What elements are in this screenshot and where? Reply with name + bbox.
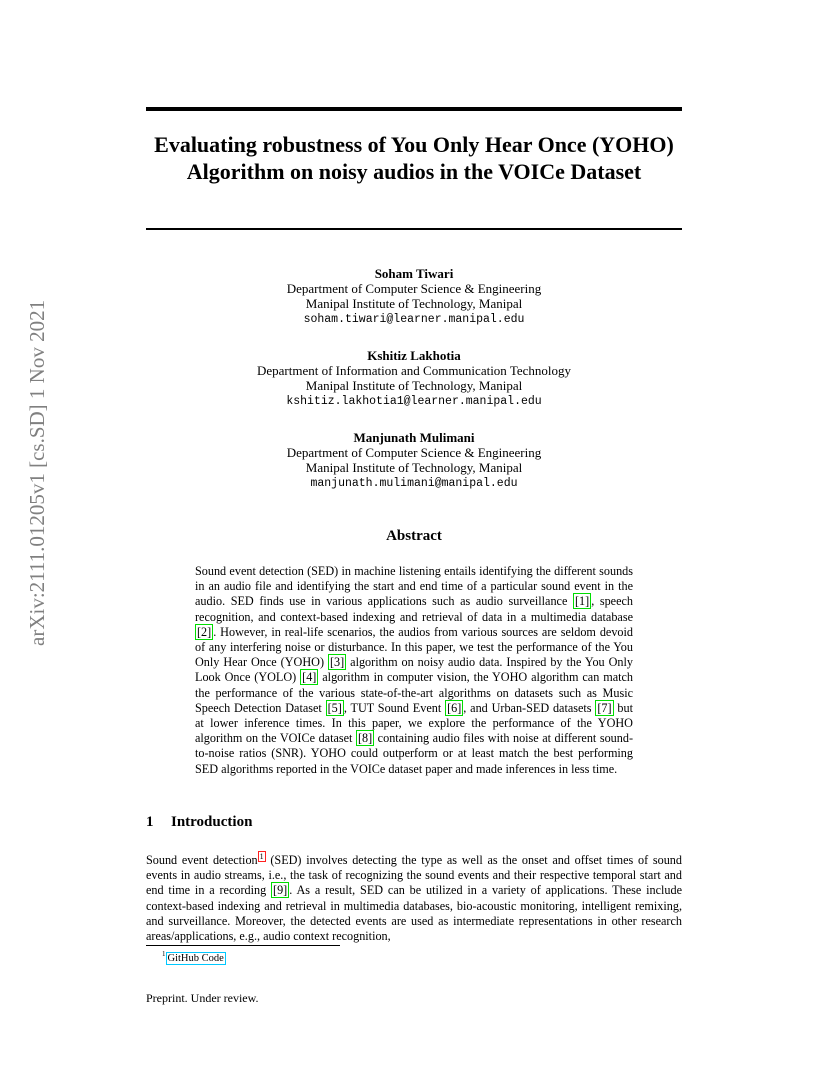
abstract-text-run: , speech recognition, and context-based indexing and retrieval of data in a multimedia database bbox=[195, 594, 633, 624]
author-email[interactable]: soham.tiwari@learner.manipal.edu bbox=[303, 312, 525, 326]
author-institute: Manipal Institute of Technology, Manipal bbox=[305, 296, 523, 312]
author-name: Manjunath Mulimani bbox=[353, 430, 475, 445]
abstract-text-run: algorithm on noisy audio data. Inspired by the You Only Look Once (YOLO) bbox=[195, 655, 633, 685]
citation-link[interactable]: [4] bbox=[302, 670, 317, 685]
section-number: 1 bbox=[146, 814, 154, 830]
intro-text-run: (SED) involves detecting the type as well as the onset and offset times of sound events in audio streams, i.e., the task of recognizing the sound events and their respective temporal start and end time in a recording bbox=[146, 853, 682, 898]
citation-link[interactable]: [1] bbox=[574, 594, 590, 609]
author-1 bbox=[146, 266, 682, 327]
title-top-rule bbox=[146, 107, 682, 111]
author-department: Department of Computer Science & Engineering bbox=[286, 281, 542, 297]
author-3 bbox=[146, 430, 682, 491]
github-code-link[interactable]: GitHub Code bbox=[167, 952, 224, 964]
abstract-text-run: containing audio files with noise at different sound-to-noise ratios (SNR). YOHO could outperform or at least match the best performing SED algorithms reported in the VOICe dataset paper and made inferences in less time. bbox=[195, 731, 634, 776]
abstract-text-run: , and Urban-SED datasets bbox=[463, 700, 596, 715]
abstract-text-run: . However, in real-life scenarios, the audios from various sources are seldom devoid of any interfering noise or disturbance. In this paper, we test the performance of the You Only Hear Once (YOHO) bbox=[195, 624, 633, 670]
author-email[interactable]: manjunath.mulimani@manipal.edu bbox=[310, 476, 518, 490]
abstract-heading: Abstract bbox=[386, 528, 442, 544]
footnote bbox=[162, 950, 226, 964]
section-title: Introduction bbox=[171, 814, 253, 830]
title-bottom-rule bbox=[146, 228, 682, 230]
abstract-text-run: , TUT Sound Event bbox=[343, 700, 446, 715]
footnote-rule bbox=[146, 945, 340, 946]
footnote-marker[interactable]: 1 bbox=[259, 852, 264, 861]
abstract-body bbox=[195, 564, 633, 777]
author-department: Department of Information and Communication Technology bbox=[256, 363, 572, 379]
abstract-text-run: Sound event detection (SED) in machine listening entails identifying the different sounds in an audio file and identifying the start and end time of a particular sound event in the audio. SED finds use in various applications such as audio surveillance bbox=[195, 564, 633, 609]
author-institute: Manipal Institute of Technology, Manipal bbox=[305, 378, 523, 394]
author-email[interactable]: kshitiz.lakhotia1@learner.manipal.edu bbox=[286, 394, 542, 408]
abstract-text-run: algorithm in computer vision, the YOHO algorithm can match the performance of the various state-of-the-art algorithms on datasets such as Music Speech Detection Dataset bbox=[195, 670, 633, 715]
citation-link[interactable]: [7] bbox=[597, 700, 612, 715]
citation-link[interactable]: [8] bbox=[357, 731, 373, 746]
citation-link[interactable]: [5] bbox=[327, 700, 342, 715]
abstract-text-run: but at lower inference times. In this paper, we explore the performance of the YOHO algorithm on the VOICe dataset bbox=[195, 700, 633, 746]
section-heading-introduction bbox=[146, 814, 252, 831]
citation-link[interactable]: [9] bbox=[273, 883, 288, 898]
author-name: Kshitiz Lakhotia bbox=[367, 348, 461, 363]
preprint-notice: Preprint. Under review. bbox=[146, 991, 259, 1005]
intro-text-run: Sound event detection bbox=[146, 853, 258, 868]
intro-text-run: . As a result, SED can be utilized in a variety of applications. These include context-based indexing and retrieval in multimedia databases, bio-acoustic monitoring, intelligent remixing, and surveillance. Moreover, the detected events are used as intermediate representations in other research areas/applications, e.g., audio context recognition, bbox=[146, 883, 682, 944]
author-department: Department of Computer Science & Engineering bbox=[286, 445, 542, 461]
author-institute: Manipal Institute of Technology, Manipal bbox=[305, 460, 523, 476]
footnote-number: 1 bbox=[162, 950, 166, 958]
citation-link[interactable]: [2] bbox=[197, 624, 212, 639]
author-name: Soham Tiwari bbox=[374, 266, 454, 281]
citation-link[interactable]: [6] bbox=[447, 700, 462, 715]
arxiv-identifier: arXiv:2111.01205v1 [cs.SD] 1 Nov 2021 bbox=[25, 299, 49, 647]
citation-link[interactable]: [3] bbox=[329, 655, 345, 670]
author-2 bbox=[146, 348, 682, 409]
introduction-body bbox=[146, 849, 682, 944]
paper-title: Evaluating robustness of You Only Hear Once (YOHO) Algorithm on noisy audios in the VOICe Dataset bbox=[154, 132, 674, 184]
